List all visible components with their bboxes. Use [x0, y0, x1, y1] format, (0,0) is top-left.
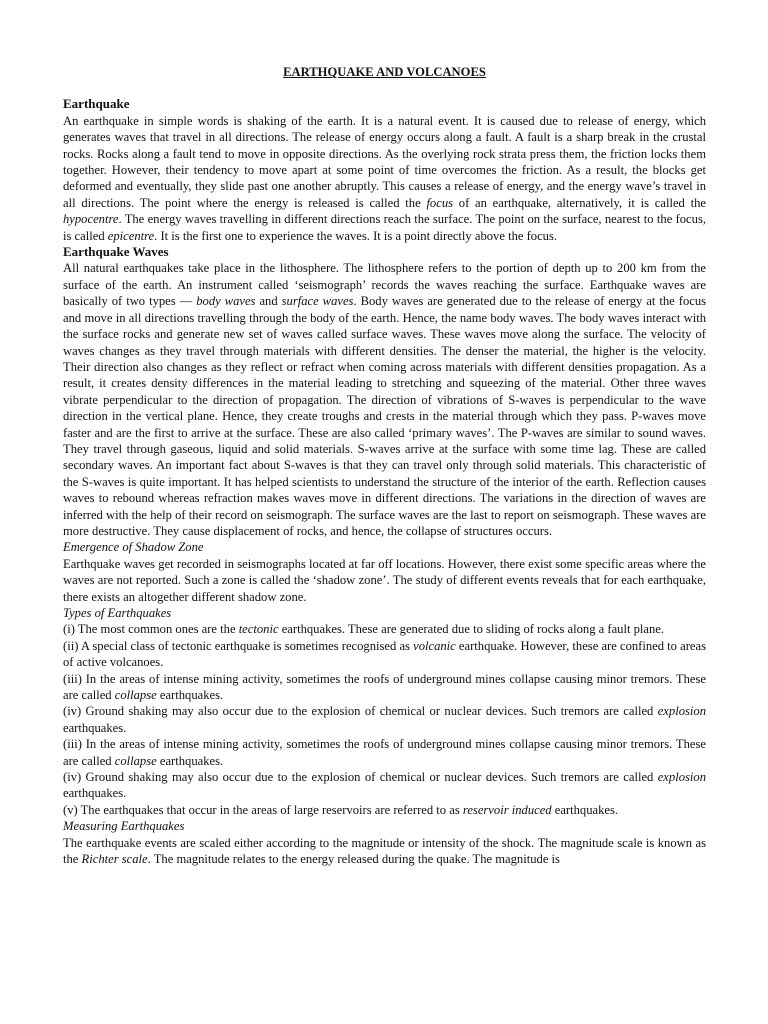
paragraph [63, 835, 706, 868]
paragraph [63, 260, 706, 539]
text-segment: earthquakes. [156, 688, 224, 703]
italic-term: volcanic [413, 638, 456, 653]
italic-term: body waves [196, 294, 256, 309]
section-subheading: Emergence of Shadow Zone [63, 540, 204, 555]
text-segment: (ii) A special class of tectonic earthquake is sometimes recognised as [63, 638, 414, 653]
text-segment: (iii) In the areas of intense mining activity, sometimes the roofs of underground mines collapse causing minor tremors. These are called [63, 737, 706, 768]
text-segment: earthquake. However, these are confined to areas of active volcanoes. [63, 638, 706, 670]
paragraph [63, 736, 706, 769]
text-segment: An earthquake in simple words is shaking of the earth. It is a natural event. It is caused due to release of energy, which generates waves that travel in all directions. The release of energy occurs along a fault. A fault is a sharp break in the crustal rocks. Rocks along a fault tend to move in opposite directions. As the overlying rock strata press them, the friction locks them together. However, their tendency to move apart at some point of time overcomes the friction. As a result, the blocks get deformed and eventually, they slide past one another abruptly. This causes a release of energy, and the energy wave’s travel in all directions. The point where the energy is released is called the [63, 113, 706, 210]
text-segment: . The energy waves travelling in different directions reach the surface. The point on the surface, nearest to the focus, is called [63, 212, 706, 243]
italic-term: Richter scale [81, 852, 148, 867]
italic-term: surface waves [281, 294, 354, 309]
italic-term: hypocentre [63, 212, 119, 227]
text-segment: (v) The earthquakes that occur in the areas of large reservoirs are referred to as [63, 802, 463, 817]
section-heading: Earthquake [63, 96, 130, 112]
paragraph [63, 113, 706, 244]
text-segment: (iv) Ground shaking may also occur due to the explosion of chemical or nuclear devices. Such tremors are called [63, 704, 658, 719]
text-segment: . It is the first one to experience the waves. It is a point directly above the focus. [154, 228, 558, 243]
italic-term: explosion [657, 704, 706, 719]
italic-term: focus [426, 195, 454, 210]
text-segment: of an earthquake, alternatively, it is called the [453, 195, 706, 210]
italic-term: collapse [114, 688, 157, 703]
text-segment: . The magnitude relates to the energy released during the quake. The magnitude is [147, 852, 560, 867]
italic-term: collapse [114, 753, 157, 768]
text-segment: earthquakes. [551, 802, 619, 817]
italic-term: tectonic [238, 622, 279, 637]
paragraph [63, 671, 706, 704]
paragraph [63, 769, 706, 802]
document-page [63, 64, 706, 868]
text-segment: . Body waves are generated due to the release of energy at the focus and move in all directions travelling through the body of the earth. Hence, the name body waves. The body waves interact with the surface rocks and generate new set of waves called surface waves. These waves move along the surface. The velocity of waves changes as they travel through materials with different densities. The denser the material, the higher is the velocity. Their direction also changes as they reflect or refract when coming across materials with different densities propagation. As a result, it creates density differences in the material leading to stretching and squeezing of the material. Other three waves vibrate perpendicular to the direction of propagation. The direction of vibrations of S-waves is perpendicular to the wave direction in the vertical plane. Hence, they create troughs and crests in the material through which they pass. P-waves move faster and are the first to arrive at the surface. These are also called ‘primary waves’. The P-waves are similar to sound waves. They travel through gaseous, liquid and solid materials. S-waves arrive at the surface with some time lag. These are called secondary waves. An important fact about S-waves is that they can travel only through solid materials. This characteristic of the S-waves is quite important. It has helped scientists to understand the structure of the interior of the earth. Reflection causes waves to rebound whereas refraction makes waves move in different directions. The variations in the direction of waves are inferred with the help of their record on seismograph. The surface waves are the last to report on seismograph. These waves are more destructive. They cause displacement of rocks, and hence, the collapse of structures occurs. [63, 294, 707, 538]
paragraph [63, 621, 706, 637]
paragraph [63, 556, 706, 605]
text-segment: earthquakes. These are generated due to sliding of rocks along a fault plane. [278, 622, 665, 637]
document-body [63, 96, 706, 867]
text-segment: (i) The most common ones are the [63, 622, 239, 637]
text-segment: earthquakes. [63, 786, 127, 801]
text-segment: earthquakes. [156, 753, 224, 768]
italic-term: explosion [657, 770, 706, 785]
italic-term: reservoir induced [462, 802, 552, 817]
text-segment: (iv) Ground shaking may also occur due to the explosion of chemical or nuclear devices. Such tremors are called [63, 770, 658, 785]
text-segment: All natural earthquakes take place in the lithosphere. The lithosphere refers to the portion of depth up to 200 km from the surface of the earth. An instrument called ‘seismograph’ records the waves reaching the surface. Earthquake waves are basically of two types — [63, 261, 706, 309]
text-segment: earthquakes. [63, 720, 127, 735]
section-subheading: Types of Earthquakes [63, 606, 172, 620]
text-segment: Earthquake waves get recorded in seismographs located at far off locations. However, there exist some specific areas where the waves are not reported. Such a zone is called the ‘shadow zone’. The study of different events reveals that for each earthquake, there exists an altogether different shadow zone. [63, 556, 706, 604]
paragraph [63, 638, 706, 671]
section-subheading: Measuring Earthquakes [63, 819, 185, 834]
document-title: EARTHQUAKE AND VOLCANOES [283, 65, 486, 79]
italic-term: epicentre [107, 228, 155, 243]
text-segment: (iii) In the areas of intense mining activity, sometimes the roofs of underground mines collapse causing minor tremors. These are called [63, 671, 706, 703]
paragraph [63, 802, 706, 818]
section-heading: Earthquake Waves [63, 244, 169, 260]
paragraph [63, 703, 706, 736]
text-segment: The earthquake events are scaled either according to the magnitude or intensity of the shock. The magnitude scale is known as the [63, 835, 706, 867]
text-segment: and [255, 294, 282, 309]
